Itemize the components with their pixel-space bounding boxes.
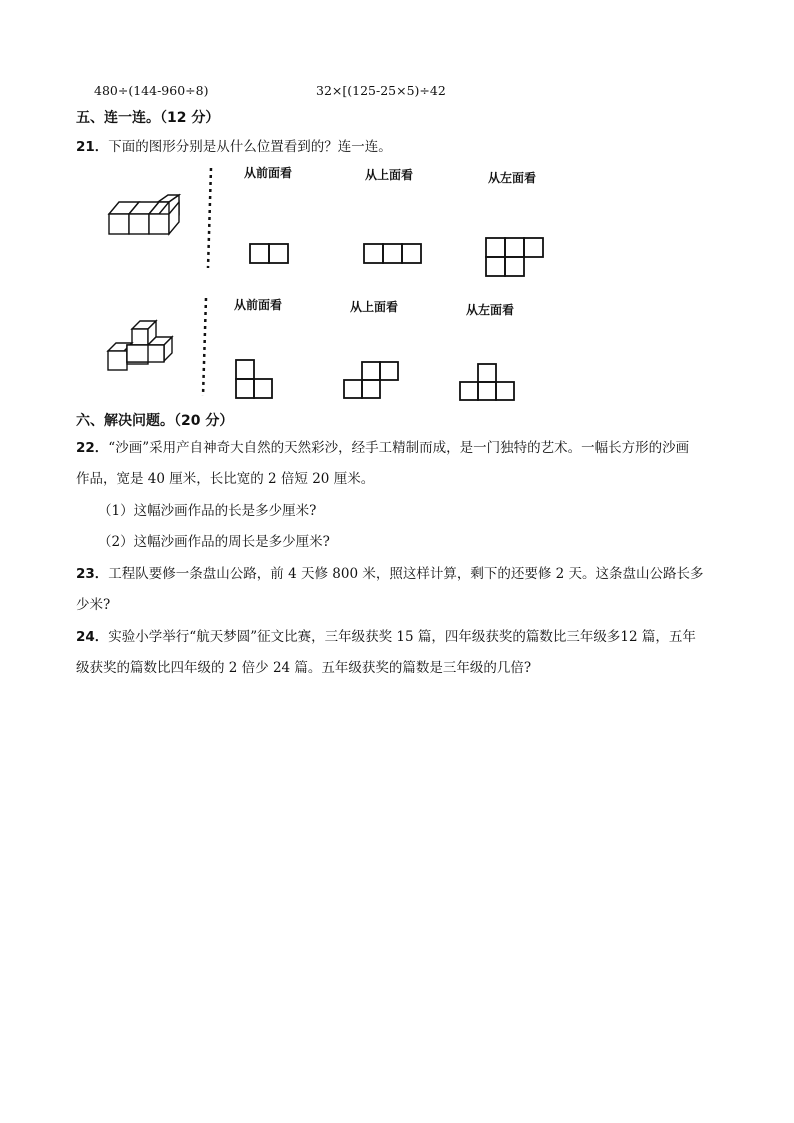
question-22-line1 <box>76 436 689 456</box>
row1-left-view-shape <box>486 238 543 276</box>
row1-top-view-label: 从上面看 <box>365 168 414 182</box>
expression-2: 32×[(125-25×5)÷42 <box>316 83 446 98</box>
row2-top-view-shape <box>344 362 398 398</box>
question-22-sub1: （1）这幅沙画作品的长是多少厘米? <box>98 503 317 519</box>
question-21-text: 下面的图形分别是从什么位置看到的？连一连。 <box>108 139 392 155</box>
question-21-number: 21． <box>76 139 109 155</box>
question-22-number: 22． <box>76 440 109 456</box>
row2-front-view-label: 从前面看 <box>234 298 283 312</box>
row1-front-view-shape <box>250 244 288 263</box>
question-22-text: “沙画”采用产自神奇大自然的天然彩沙，经手工精制而成，是一门独特的艺术。一幅长方形的沙画 <box>108 440 690 456</box>
question-24-number: 24． <box>76 629 109 645</box>
row1-top-view-shape <box>364 244 421 263</box>
question-24-line2: 级获奖的篇数比四年级的 2 倍少 24 篇。五年级获奖的篇数是三年级的几倍? <box>76 660 532 676</box>
question-22-sub2: （2）这幅沙画作品的周长是多少厘米? <box>98 534 330 550</box>
row2-top-view-label: 从上面看 <box>350 300 399 314</box>
row2-front-view-shape <box>236 360 272 398</box>
question-22-line2: 作品，宽是 40 厘米，长比宽的 2 倍短 20 厘米。 <box>76 471 375 487</box>
section-5-title: 五、连一连。（12 分） <box>76 110 220 126</box>
row2-left-view-shape <box>460 364 514 400</box>
row1-divider <box>208 168 211 268</box>
row1-cube-solid <box>109 195 179 234</box>
question-23-number: 23． <box>76 566 109 582</box>
q21-figures <box>0 0 794 420</box>
question-24-text: 实验小学举行“航天梦圆”征文比赛，三年级获奖 15 篇，四年级获奖的篇数比三年级多12 篇，五年 <box>108 629 696 645</box>
row2-divider <box>203 298 206 396</box>
question-23-text: 工程队要修一条盘山公路，前 4 天修 800 米，照这样计算，剩下的还要修 2 天。这条盘山公路长多 <box>108 566 704 582</box>
question-23-line2: 少米? <box>76 597 111 613</box>
row2-left-view-label: 从左面看 <box>466 303 515 317</box>
section-6-title: 六、解决问题。（20 分） <box>76 413 234 429</box>
row2-cube-solid <box>108 321 172 370</box>
question-24-line1 <box>76 625 696 645</box>
row1-front-view-label: 从前面看 <box>244 166 293 180</box>
expression-1: 480÷(144-960÷8) <box>94 83 209 98</box>
row1-left-view-label: 从左面看 <box>488 171 537 185</box>
question-23-line1 <box>76 562 704 582</box>
